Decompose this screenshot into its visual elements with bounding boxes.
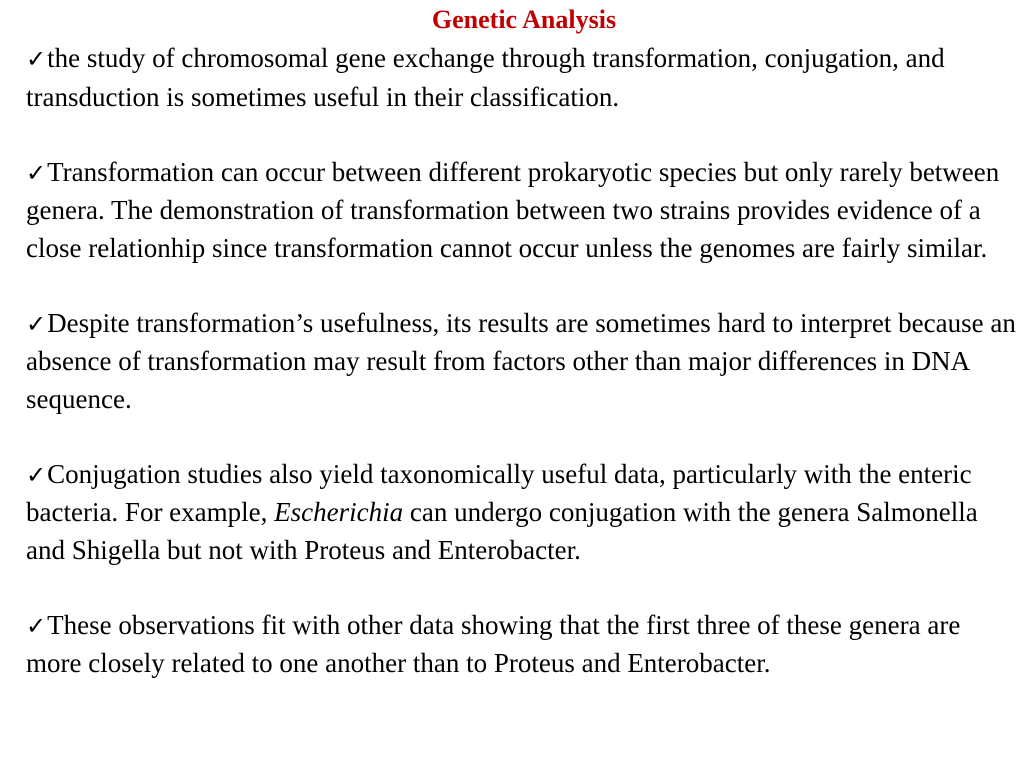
checkmark-icon: ✓ — [26, 460, 47, 489]
genus-name-italic: Escherichia — [274, 497, 404, 527]
bullet-list — [26, 40, 1022, 683]
slide-title: Genetic Analysis — [431, 5, 617, 34]
bullet-text: These observations fit with other data showing that the first three of these genera are more closely related to one another than to Proteus and Enterobacter. — [26, 609, 961, 678]
bullet-text-before: Conjugation studies also yield taxonomically useful data, particularly with the enteric bacteria. For example, — [26, 458, 972, 527]
bullet-item-conjugation — [26, 456, 1022, 570]
bullet-text-after: can undergo conjugation with the genera Salmonella and Shigella but not with Proteus and Enterobacter. — [26, 497, 978, 565]
checkmark-icon: ✓ — [26, 611, 47, 640]
checkmark-icon: ✓ — [26, 309, 47, 338]
bullet-item-observations — [26, 607, 1022, 683]
bullet-text: Transformation can occur between different prokaryotic species but only rarely between genera. The demonstration of transformation between two strains provides evidence of a close relationhip since transformation cannot occur unless the genomes are fairly similar. — [26, 156, 1000, 263]
bullet-item-chromosomal-gene-exchange — [26, 40, 1022, 116]
bullet-item-transformation — [26, 154, 1022, 268]
checkmark-icon: ✓ — [26, 45, 47, 73]
bullet-item-transformation-limits — [26, 305, 1022, 419]
bullet-text: Despite transformation’s usefulness, its results are sometimes hard to interpret because an absence of transformation may result from factors other than major differences in DNA sequence. — [26, 307, 1016, 414]
bullet-text: the study of chromosomal gene exchange through transformation, conjugation, and transduction is sometimes useful in their classification. — [26, 43, 945, 112]
checkmark-icon: ✓ — [26, 158, 47, 187]
